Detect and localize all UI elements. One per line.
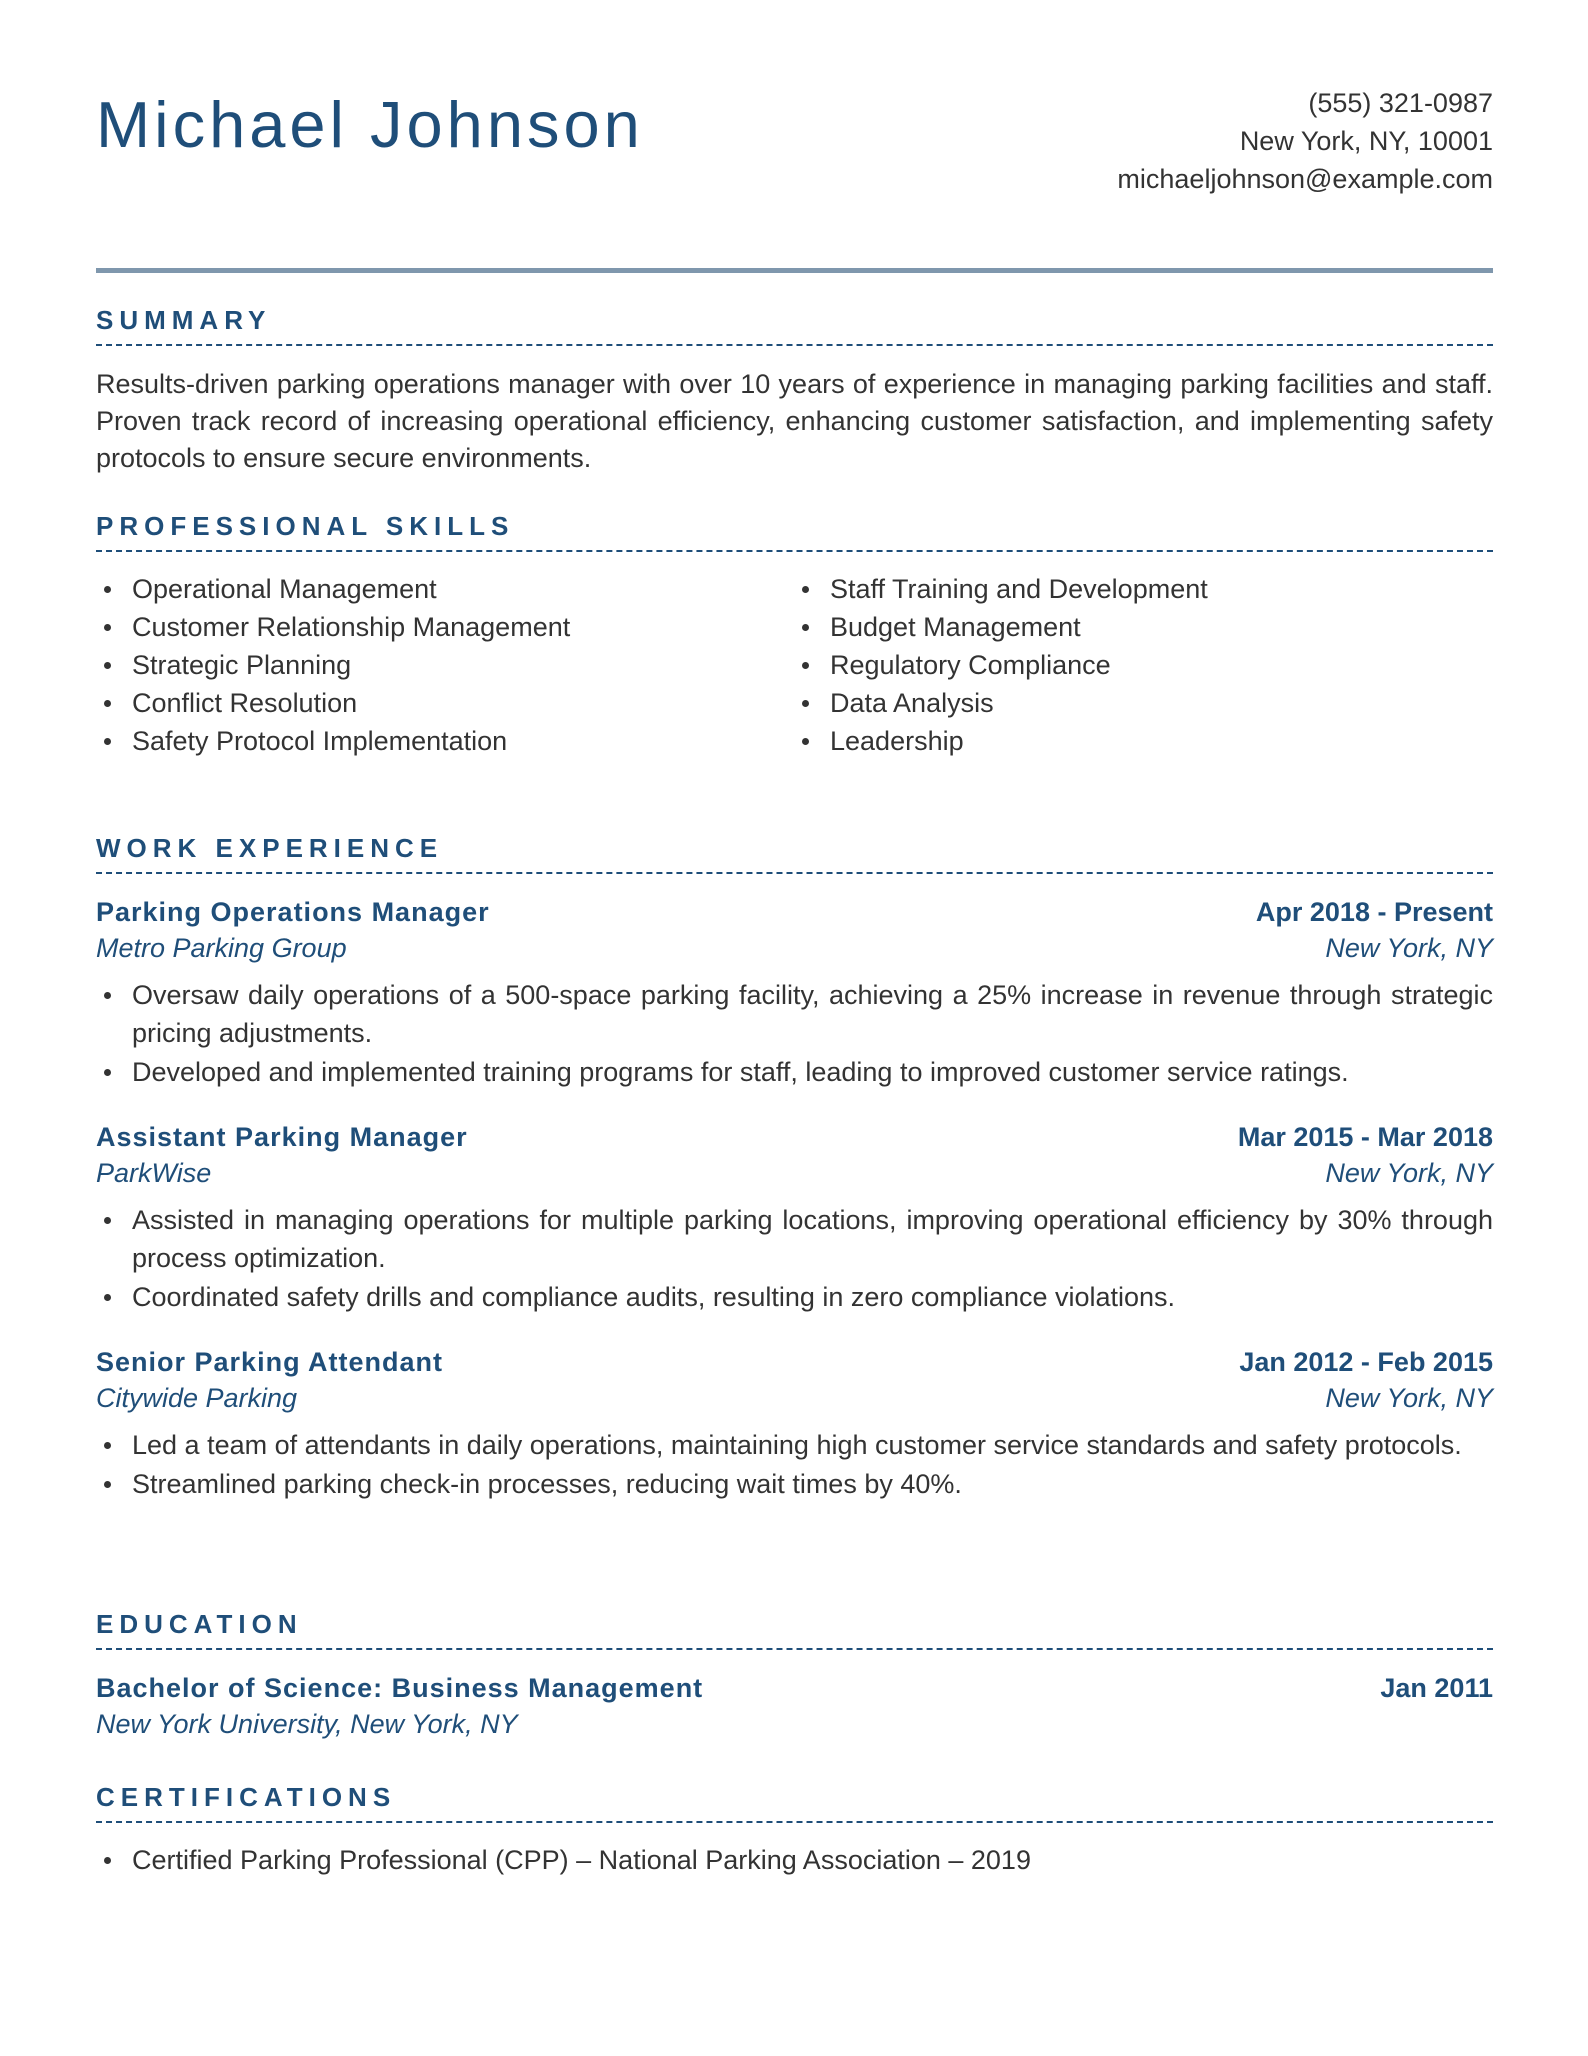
skills-column-right — [794, 570, 1492, 760]
job-bullet: Led a team of attendants in daily operations, maintaining high customer service standards and safety protocols. — [96, 1426, 1493, 1464]
skills-column-left — [96, 570, 794, 760]
skills-section — [96, 510, 1493, 760]
job-dates: Mar 2015 - Mar 2018 — [1237, 1122, 1493, 1152]
skill-item: Leadership — [794, 722, 1492, 760]
education-heading: EDUCATION — [96, 1608, 1493, 1650]
job-bullets — [96, 1201, 1493, 1316]
job-entry — [96, 894, 1493, 1091]
contact-phone: (555) 321-0987 — [1308, 88, 1493, 118]
job-location: New York, NY — [1325, 1158, 1493, 1188]
job-title: Senior Parking Attendant — [96, 1347, 444, 1377]
certification-item: Certified Parking Professional (CPP) – National Parking Association – 2019 — [96, 1841, 1493, 1879]
job-bullet: Oversaw daily operations of a 500-space parking facility, achieving a 25% increase in revenue through strategic pricing adjustments. — [96, 976, 1493, 1052]
summary-text: Results-driven parking operations manager with over 10 years of experience in managing parking facilities and staff. Proven track record of increasing operational efficiency, enhancing customer satisfaction, and implementing safety protocols to ensure secure environments. — [96, 369, 1493, 473]
contact-location: New York, NY, 10001 — [1239, 126, 1493, 156]
degree-title: Bachelor of Science: Business Management — [96, 1673, 704, 1703]
education-entry — [96, 1670, 1493, 1742]
school-name: New York University, New York, NY — [96, 1709, 518, 1739]
degree-date: Jan 2011 — [1380, 1673, 1493, 1703]
experience-heading: WORK EXPERIENCE — [96, 832, 1493, 874]
job-entry — [96, 1119, 1493, 1316]
skills-list — [96, 570, 1493, 760]
job-company: Citywide Parking — [96, 1383, 298, 1413]
resume-header — [96, 0, 1493, 270]
job-bullet: Developed and implemented training programs for staff, leading to improved customer service ratings. — [96, 1053, 1493, 1091]
job-company: ParkWise — [96, 1158, 212, 1188]
job-bullet: Coordinated safety drills and compliance audits, resulting in zero compliance violations. — [96, 1278, 1493, 1316]
header-divider — [96, 268, 1493, 273]
skill-item: Staff Training and Development — [794, 570, 1492, 608]
summary-section — [96, 304, 1493, 477]
education-section — [96, 1608, 1493, 1742]
skill-item: Safety Protocol Implementation — [96, 722, 794, 760]
skill-item: Strategic Planning — [96, 646, 794, 684]
skill-item: Regulatory Compliance — [794, 646, 1492, 684]
skill-item: Data Analysis — [794, 684, 1492, 722]
skill-item: Customer Relationship Management — [96, 608, 794, 646]
certifications-heading: CERTIFICATIONS — [96, 1781, 1493, 1823]
job-entry — [96, 1344, 1493, 1503]
job-bullets — [96, 976, 1493, 1091]
job-title: Parking Operations Manager — [96, 897, 490, 927]
job-bullet: Streamlined parking check-in processes, reducing wait times by 40%. — [96, 1465, 1493, 1503]
skill-item: Operational Management — [96, 570, 794, 608]
summary-heading: SUMMARY — [96, 304, 1493, 346]
certifications-section — [96, 1781, 1493, 1880]
job-bullets — [96, 1426, 1493, 1503]
contact-email: michaeljohnson@example.com — [1117, 164, 1493, 194]
job-location: New York, NY — [1325, 1383, 1493, 1413]
contact-info — [1117, 84, 1493, 198]
skills-heading: PROFESSIONAL SKILLS — [96, 510, 1493, 552]
certifications-list — [96, 1841, 1493, 1879]
skill-item: Conflict Resolution — [96, 684, 794, 722]
job-bullet: Assisted in managing operations for multiple parking locations, improving operational efficiency by 30% through process optimization. — [96, 1201, 1493, 1277]
resume-page — [96, 0, 1493, 1875]
job-dates: Apr 2018 - Present — [1255, 897, 1493, 927]
candidate-name: Michael Johnson — [96, 88, 644, 161]
job-dates: Jan 2012 - Feb 2015 — [1239, 1347, 1493, 1377]
job-title: Assistant Parking Manager — [96, 1122, 468, 1152]
job-company: Metro Parking Group — [96, 933, 347, 963]
skill-item: Budget Management — [794, 608, 1492, 646]
job-location: New York, NY — [1325, 933, 1493, 963]
experience-section — [96, 832, 1493, 1504]
